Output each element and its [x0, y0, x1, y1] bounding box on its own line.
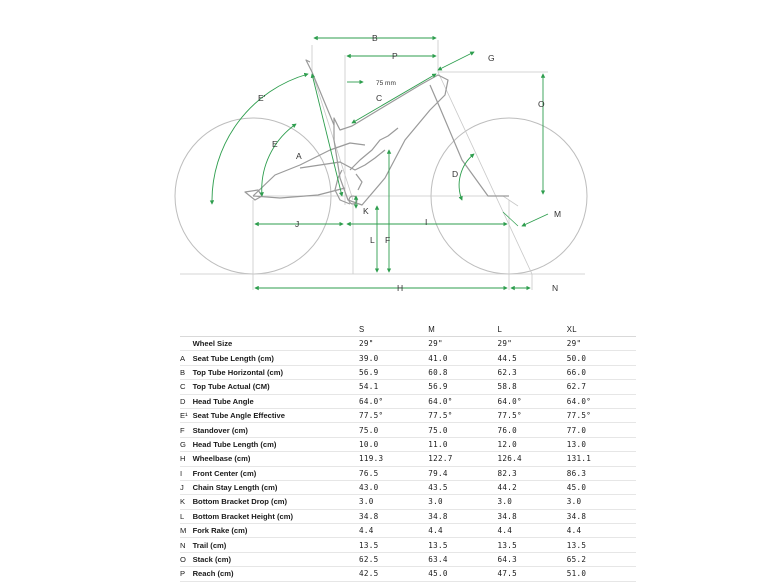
geometry-table-body: [180, 322, 636, 581]
row-value: 56.9: [359, 365, 428, 379]
dim-G: [438, 52, 474, 70]
row-value: 34.8: [498, 509, 567, 523]
row-label: Top Tube Horizontal (cm): [193, 365, 359, 379]
dim-A: [312, 74, 342, 196]
row-value: 29": [359, 337, 428, 351]
row-value: 4.4: [567, 524, 636, 538]
label-A: A: [296, 151, 302, 161]
table-row: [180, 466, 636, 480]
row-value: 76.5: [359, 466, 428, 480]
row-value: 4.4: [359, 524, 428, 538]
row-value: 60.8: [428, 365, 497, 379]
label-M: M: [554, 209, 562, 219]
row-value: 63.4: [428, 552, 497, 566]
row-value: 77.5°: [428, 408, 497, 422]
row-code: A: [180, 351, 193, 365]
label-G: G: [488, 53, 495, 63]
row-value: 64.0°: [359, 394, 428, 408]
row-code: H: [180, 452, 193, 466]
label-F: F: [385, 235, 391, 245]
label-C: C: [376, 93, 383, 103]
row-value: 62.3: [498, 365, 567, 379]
table-row: [180, 552, 636, 566]
row-code: J: [180, 480, 193, 494]
table-row: [180, 423, 636, 437]
row-value: 51.0: [567, 567, 636, 581]
row-code: G: [180, 437, 193, 451]
row-value: 12.0: [498, 437, 567, 451]
table-row: [180, 351, 636, 365]
row-value: 4.4: [498, 524, 567, 538]
row-label: Bottom Bracket Height (cm): [193, 509, 359, 523]
label-I: I: [425, 217, 428, 227]
row-value: 13.5: [428, 538, 497, 552]
size-m: M: [428, 322, 497, 337]
table-row: [180, 452, 636, 466]
row-value: 62.7: [567, 380, 636, 394]
row-value: 86.3: [567, 466, 636, 480]
table-row: [180, 509, 636, 523]
row-code: L: [180, 509, 193, 523]
row-label: Wheel Size: [193, 337, 359, 351]
row-code: K: [180, 495, 193, 509]
table-row: [180, 480, 636, 494]
table-row: [180, 524, 636, 538]
row-value: 44.2: [498, 480, 567, 494]
row-value: 4.4: [428, 524, 497, 538]
row-value: 10.0: [359, 437, 428, 451]
row-code: C: [180, 380, 193, 394]
label-B: B: [372, 33, 378, 43]
row-value: 34.8: [567, 509, 636, 523]
row-code: M: [180, 524, 193, 538]
table-row: [180, 437, 636, 451]
row-value: 42.5: [359, 567, 428, 581]
row-value: 43.0: [359, 480, 428, 494]
row-value: 65.2: [567, 552, 636, 566]
size-s: S: [359, 322, 428, 337]
row-value: 122.7: [428, 452, 497, 466]
row-value: 3.0: [428, 495, 497, 509]
label-K: K: [363, 206, 369, 216]
row-label: Front Center (cm): [193, 466, 359, 480]
row-value: 29": [498, 337, 567, 351]
size-header-row: [180, 322, 636, 337]
label-E: E: [272, 139, 278, 149]
geometry-table: [180, 322, 636, 582]
row-label: Fork Rake (cm): [193, 524, 359, 538]
size-l: L: [498, 322, 567, 337]
row-value: 64.3: [498, 552, 567, 566]
label-75mm: 75 mm: [376, 80, 396, 87]
row-value: 75.0: [359, 423, 428, 437]
row-code: [180, 337, 193, 351]
row-code: D: [180, 394, 193, 408]
row-value: 41.0: [428, 351, 497, 365]
table-row: [180, 394, 636, 408]
row-value: 119.3: [359, 452, 428, 466]
size-header-code: [180, 322, 193, 337]
row-label: Stack (cm): [193, 552, 359, 566]
size-xl: XL: [567, 322, 636, 337]
row-value: 64.0°: [567, 394, 636, 408]
table-row: [180, 380, 636, 394]
row-value: 64.0°: [428, 394, 497, 408]
guide-lines: [180, 40, 585, 290]
table-row: [180, 495, 636, 509]
row-value: 39.0: [359, 351, 428, 365]
row-value: 82.3: [498, 466, 567, 480]
row-code: B: [180, 365, 193, 379]
row-value: 50.0: [567, 351, 636, 365]
table-row: [180, 538, 636, 552]
row-value: 77.5°: [567, 408, 636, 422]
row-value: 64.0°: [498, 394, 567, 408]
row-value: 3.0: [359, 495, 428, 509]
row-value: 77.5°: [359, 408, 428, 422]
row-value: 13.5: [567, 538, 636, 552]
row-value: 3.0: [567, 495, 636, 509]
label-N: N: [552, 283, 559, 293]
table-row: [180, 567, 636, 581]
row-value: 44.5: [498, 351, 567, 365]
row-code: E¹: [180, 408, 193, 422]
row-value: 34.8: [428, 509, 497, 523]
row-label: Standover (cm): [193, 423, 359, 437]
dimension-lines: [212, 38, 548, 288]
row-value: 66.0: [567, 365, 636, 379]
row-label: Trail (cm): [193, 538, 359, 552]
label-J: J: [295, 219, 300, 229]
wheel-size-row: [180, 337, 636, 351]
row-value: 13.5: [498, 538, 567, 552]
row-value: 29": [428, 337, 497, 351]
label-O: O: [538, 99, 545, 109]
row-value: 79.4: [428, 466, 497, 480]
row-value: 47.5: [498, 567, 567, 581]
row-value: 75.0: [428, 423, 497, 437]
row-label: Seat Tube Length (cm): [193, 351, 359, 365]
row-value: 58.8: [498, 380, 567, 394]
label-E1: E': [258, 93, 266, 103]
row-value: 77.5°: [498, 408, 567, 422]
row-label: Chain Stay Length (cm): [193, 480, 359, 494]
dim-D: [459, 154, 474, 200]
label-L: L: [370, 235, 375, 245]
label-D: D: [452, 169, 459, 179]
row-value: 62.5: [359, 552, 428, 566]
row-label: Wheelbase (cm): [193, 452, 359, 466]
row-value: 29": [567, 337, 636, 351]
row-code: O: [180, 552, 193, 566]
row-value: 3.0: [498, 495, 567, 509]
row-label: Bottom Bracket Drop (cm): [193, 495, 359, 509]
row-value: 34.8: [359, 509, 428, 523]
row-value: 45.0: [428, 567, 497, 581]
row-value: 131.1: [567, 452, 636, 466]
table-row: [180, 408, 636, 422]
row-label: Seat Tube Angle Effective: [193, 408, 359, 422]
row-value: 126.4: [498, 452, 567, 466]
row-value: 56.9: [428, 380, 497, 394]
row-label: Head Tube Length (cm): [193, 437, 359, 451]
row-value: 11.0: [428, 437, 497, 451]
row-code: F: [180, 423, 193, 437]
label-H: H: [397, 283, 404, 293]
row-value: 43.5: [428, 480, 497, 494]
row-label: Reach (cm): [193, 567, 359, 581]
row-value: 13.5: [359, 538, 428, 552]
row-code: P: [180, 567, 193, 581]
row-value: 45.0: [567, 480, 636, 494]
row-value: 13.0: [567, 437, 636, 451]
row-value: 54.1: [359, 380, 428, 394]
dim-M: [522, 214, 548, 226]
row-code: I: [180, 466, 193, 480]
table-row: [180, 365, 636, 379]
row-code: N: [180, 538, 193, 552]
row-label: Head Tube Angle: [193, 394, 359, 408]
row-value: 76.0: [498, 423, 567, 437]
row-value: 77.0: [567, 423, 636, 437]
label-P: P: [392, 51, 398, 61]
dim-E: [262, 124, 296, 196]
size-header-label: [193, 322, 359, 337]
row-label: Top Tube Actual (CM): [193, 380, 359, 394]
